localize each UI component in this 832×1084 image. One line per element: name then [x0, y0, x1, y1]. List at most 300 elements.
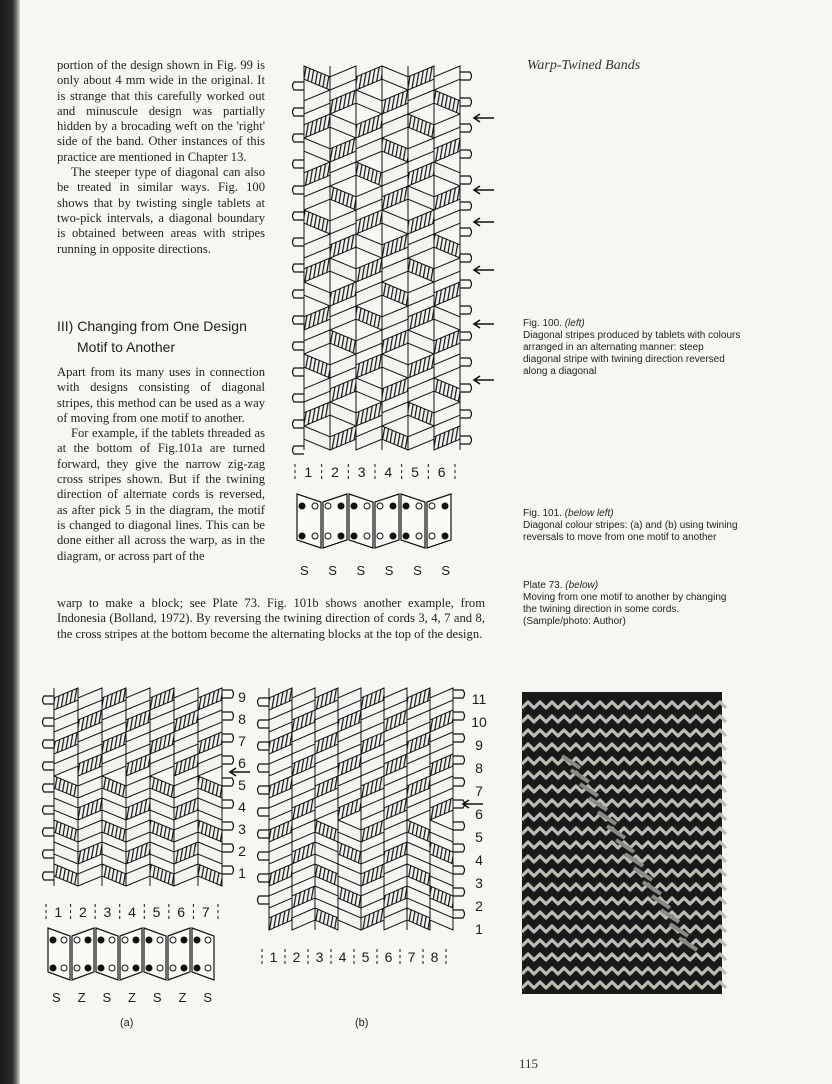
tablet-hole	[146, 965, 152, 971]
cord-segment	[269, 732, 292, 754]
weft-loop	[453, 778, 465, 786]
weft-loop	[460, 228, 472, 236]
cord-segment	[338, 798, 361, 820]
cord-segment	[198, 688, 222, 710]
cord-segment	[292, 798, 315, 820]
cord-segment	[126, 776, 150, 798]
cord-segment	[382, 426, 408, 450]
tablet	[323, 494, 347, 548]
cord-segment	[408, 426, 434, 450]
cord-segment	[174, 820, 198, 842]
cord-segment	[269, 776, 292, 798]
cord-segment	[304, 114, 330, 138]
tablet-hole	[403, 503, 409, 509]
cord-segment	[356, 306, 382, 330]
cord-segment	[407, 732, 430, 754]
cord-segment	[407, 886, 430, 908]
weft-loop	[453, 734, 465, 742]
cord-segment	[407, 798, 430, 820]
cord-segment	[304, 306, 330, 330]
fig101a-diagram	[40, 686, 270, 896]
weft-loop	[453, 690, 465, 698]
pick-number: 4	[475, 852, 483, 868]
tablet-hole	[299, 533, 305, 539]
cord-segment	[315, 886, 338, 908]
arrow-icon	[474, 186, 494, 194]
pick-number: 1	[475, 921, 483, 937]
cord-segment	[174, 732, 198, 754]
cord-segment	[304, 258, 330, 282]
tablet-hole	[133, 965, 139, 971]
twist-label: S	[441, 563, 450, 578]
cord-number: 4	[128, 904, 136, 920]
tablet	[96, 928, 118, 980]
cord-segment	[292, 688, 315, 710]
cord-segment	[269, 820, 292, 842]
section-heading-line-1: III) Changing from One Design	[57, 318, 247, 334]
cord-segment	[408, 306, 434, 330]
cord-segment	[361, 688, 384, 710]
cord-segment	[198, 776, 222, 798]
cord-segment	[292, 820, 315, 842]
tablet-hole	[325, 503, 331, 509]
cord-segment	[356, 258, 382, 282]
cord-segment	[434, 378, 460, 402]
cord-segment	[304, 402, 330, 426]
cord-segment	[150, 776, 174, 798]
cord-segment	[330, 138, 356, 162]
pick-number: 6	[475, 806, 483, 822]
tablet-hole	[194, 937, 200, 943]
pick-number: 9	[475, 737, 483, 753]
caption-fig100-label: Fig. 100.	[523, 318, 562, 329]
twist-label: S	[102, 990, 112, 1005]
tablet-hole	[109, 965, 115, 971]
caption-fig101-text: Diagonal colour stripes: (a) and (b) using twining reversals to move from one motif to another	[523, 520, 738, 543]
tablet-hole	[312, 533, 318, 539]
tablet	[192, 928, 214, 980]
tablet-hole	[61, 965, 67, 971]
tablet-hole	[122, 965, 128, 971]
cord-number: 5	[361, 949, 370, 965]
tablet-hole	[181, 937, 187, 943]
cord-segment	[382, 138, 408, 162]
cord-segment	[361, 842, 384, 864]
cord-segment	[174, 710, 198, 732]
cord-segment	[382, 186, 408, 210]
cord-segment	[408, 258, 434, 282]
cord-segment	[102, 820, 126, 842]
tablet-hole	[205, 965, 211, 971]
cord-segment	[304, 186, 330, 210]
cord-segment	[150, 820, 174, 842]
weft-loop	[258, 852, 270, 860]
pick-number: 10	[471, 714, 487, 730]
cord-segment	[408, 90, 434, 114]
pick-number: 8	[238, 711, 246, 727]
cord-number: 3	[315, 949, 324, 965]
weft-loop	[293, 212, 305, 220]
cord-segment	[361, 732, 384, 754]
text-column-middle	[57, 365, 265, 564]
weft-loop	[460, 384, 472, 392]
cord-segment	[382, 378, 408, 402]
cord-segment	[382, 354, 408, 378]
pick-number: 3	[238, 821, 246, 837]
cord-segment	[198, 842, 222, 864]
cord-segment	[356, 354, 382, 378]
cord-segment	[434, 66, 460, 90]
cord-segment	[304, 426, 330, 450]
weft-loop	[453, 888, 465, 896]
tablet	[72, 928, 94, 980]
tablet	[297, 494, 321, 548]
weft-loop	[460, 202, 472, 210]
cord-segment	[78, 820, 102, 842]
tablet-hole	[146, 937, 152, 943]
weft-loop	[293, 186, 305, 194]
cord-segment	[361, 820, 384, 842]
tablet-hole	[403, 533, 409, 539]
tablet-hole	[98, 937, 104, 943]
cord-segment	[102, 732, 126, 754]
cord-segment	[330, 402, 356, 426]
cord-segment	[408, 234, 434, 258]
cord-segment	[434, 282, 460, 306]
cord-segment	[330, 114, 356, 138]
arrow-icon	[474, 266, 494, 274]
cord-segment	[382, 66, 408, 90]
cord-segment	[330, 90, 356, 114]
cord-segment	[304, 162, 330, 186]
caption-fig101-label: Fig. 101.	[523, 508, 562, 519]
weft-loop	[258, 808, 270, 816]
cord-segment	[315, 732, 338, 754]
paragraph-1: portion of the design shown in Fig. 99 is only about 4 mm wide in the original. It is strange that this carefully worked out and minuscule design was partially hidden by a brocading weft on the 'right' side of the band. Other instances of this practice are mentioned in Chapter 13.	[57, 58, 265, 164]
cord-segment	[407, 864, 430, 886]
twist-label: S	[413, 563, 422, 578]
fig101b-cord-numbers	[262, 945, 462, 967]
weft-loop	[293, 238, 305, 246]
cord-segment	[361, 776, 384, 798]
weft-loop	[460, 254, 472, 262]
cord-segment	[384, 776, 407, 798]
cord-segment	[304, 210, 330, 234]
cord-segment	[54, 864, 78, 886]
weft-loop	[293, 290, 305, 298]
weft-loop	[293, 394, 305, 402]
cord-number: 8	[430, 949, 439, 965]
twist-label: S	[152, 990, 162, 1005]
tablet	[401, 494, 425, 548]
tablet-hole	[205, 937, 211, 943]
weft-loop	[258, 874, 270, 882]
caption-fig101	[523, 508, 741, 544]
cord-segment	[382, 306, 408, 330]
cord-segment	[330, 354, 356, 378]
cord-segment	[198, 710, 222, 732]
tablet-hole	[390, 533, 396, 539]
cord-segment	[407, 688, 430, 710]
tablet-hole	[157, 965, 163, 971]
cord-segment	[174, 754, 198, 776]
cord-segment	[408, 402, 434, 426]
cord-segment	[150, 688, 174, 710]
cord-number: 3	[357, 464, 366, 480]
arrow-icon	[474, 218, 494, 226]
pick-number: 11	[471, 691, 487, 707]
weft-loop	[460, 358, 472, 366]
twist-label: S	[384, 563, 394, 578]
cord-segment	[150, 864, 174, 886]
cord-segment	[434, 306, 460, 330]
cord-number: 4	[384, 464, 393, 480]
weft-loop	[293, 134, 305, 142]
cord-segment	[407, 908, 430, 930]
arrow-icon	[474, 376, 494, 384]
tablet-hole	[416, 503, 422, 509]
cord-segment	[78, 732, 102, 754]
cord-segment	[78, 798, 102, 820]
cord-number: 2	[78, 904, 87, 920]
cord-segment	[430, 798, 453, 820]
cord-segment	[315, 688, 338, 710]
cord-number: 6	[384, 949, 393, 965]
cord-segment	[430, 864, 453, 886]
tablet-hole	[377, 503, 383, 509]
cord-segment	[382, 402, 408, 426]
cord-segment	[304, 66, 330, 90]
cord-segment	[269, 754, 292, 776]
weft-loop	[222, 800, 234, 808]
cord-segment	[356, 90, 382, 114]
cord-segment	[408, 378, 434, 402]
cord-segment	[198, 732, 222, 754]
cord-segment	[384, 798, 407, 820]
cord-segment	[430, 688, 453, 710]
cord-segment	[330, 234, 356, 258]
tablet-hole	[364, 503, 370, 509]
cord-segment	[356, 186, 382, 210]
fig101a-tablets	[46, 926, 246, 986]
cord-segment	[408, 114, 434, 138]
cord-segment	[361, 710, 384, 732]
cord-segment	[382, 114, 408, 138]
cord-segment	[269, 864, 292, 886]
tablet-hole	[442, 533, 448, 539]
weft-loop	[453, 712, 465, 720]
cord-segment	[361, 908, 384, 930]
tablet-hole	[194, 965, 200, 971]
arrow-icon	[474, 114, 494, 122]
weft-loop	[222, 844, 234, 852]
twist-label: Z	[128, 990, 136, 1005]
cord-segment	[330, 210, 356, 234]
cord-segment	[430, 886, 453, 908]
weft-loop	[293, 368, 305, 376]
tablet	[427, 494, 451, 548]
weft-loop	[293, 264, 305, 272]
cord-segment	[330, 162, 356, 186]
cord-segment	[384, 886, 407, 908]
cord-number: 7	[407, 949, 416, 965]
cord-segment	[408, 66, 434, 90]
cord-segment	[382, 210, 408, 234]
cord-segment	[54, 688, 78, 710]
tablet-hole	[98, 965, 104, 971]
tablet-hole	[442, 503, 448, 509]
cord-segment	[408, 330, 434, 354]
cord-segment	[408, 186, 434, 210]
cord-segment	[408, 282, 434, 306]
paragraph-2: The steeper type of diagonal can also be treated in similar ways. Fig. 100 shows that by twisting single tablets at two-pick intervals, a diagonal boundary is obtained between areas with stripes running in opposite directions.	[57, 165, 265, 256]
cord-segment	[430, 908, 453, 930]
tablet	[144, 928, 166, 980]
weft-loop	[460, 150, 472, 158]
weft-loop	[43, 872, 55, 880]
cord-segment	[384, 688, 407, 710]
cord-segment	[150, 732, 174, 754]
paragraph-3: Apart from its many uses in connection with designs consisting of diagonal stripes, this method can be used as a way of moving from one motif to another.	[57, 365, 265, 425]
cord-segment	[430, 732, 453, 754]
cord-segment	[338, 776, 361, 798]
cord-segment	[126, 864, 150, 886]
cord-number: 2	[292, 949, 301, 965]
cord-segment	[269, 798, 292, 820]
cord-segment	[430, 710, 453, 732]
tablet-hole	[390, 503, 396, 509]
cord-segment	[408, 210, 434, 234]
cord-segment	[384, 864, 407, 886]
weft-loop	[222, 690, 234, 698]
caption-plate73-label: Plate 73.	[523, 580, 563, 591]
weft-loop	[460, 306, 472, 314]
cord-segment	[338, 842, 361, 864]
cord-segment	[434, 402, 460, 426]
fig100-twist-labels	[300, 563, 450, 578]
cord-segment	[384, 820, 407, 842]
paragraph-5: warp to make a block; see Plate 73. Fig. 101b shows another example, from Indonesia (Bolland, 1972). By reversing the twining direction of cords 3, 4, 7 and 8, the cross stripes at the bottom become the alternating blocks at the top of the design.	[57, 596, 485, 641]
weft-loop	[460, 410, 472, 418]
weft-loop	[293, 316, 305, 324]
fig100-cord-numbers	[295, 460, 465, 484]
tablet-hole	[312, 503, 318, 509]
cord-segment	[315, 842, 338, 864]
tablet-hole	[122, 937, 128, 943]
weft-loop	[222, 822, 234, 830]
cord-segment	[338, 732, 361, 754]
cord-segment	[102, 776, 126, 798]
weft-loop	[293, 342, 305, 350]
cord-segment	[78, 842, 102, 864]
tablet-hole	[416, 533, 422, 539]
weft-loop	[460, 332, 472, 340]
weft-loop	[222, 734, 234, 742]
tablet-hole	[74, 937, 80, 943]
cord-segment	[315, 820, 338, 842]
tablet-hole	[157, 937, 163, 943]
twist-label: S	[203, 990, 212, 1005]
cord-segment	[304, 138, 330, 162]
tablet-hole	[338, 533, 344, 539]
cord-segment	[434, 258, 460, 282]
cord-segment	[126, 688, 150, 710]
weft-loop	[258, 830, 270, 838]
cord-segment	[78, 864, 102, 886]
tablet-hole	[50, 937, 56, 943]
weft-loop	[43, 762, 55, 770]
cord-segment	[408, 354, 434, 378]
cord-segment	[292, 732, 315, 754]
cord-segment	[174, 864, 198, 886]
cord-segment	[292, 842, 315, 864]
cord-number: 2	[331, 464, 339, 480]
weft-loop	[293, 82, 305, 90]
weft-loop	[258, 698, 270, 706]
text-column-top	[57, 58, 265, 257]
cord-segment	[292, 710, 315, 732]
cord-segment	[356, 426, 382, 450]
cord-segment	[434, 186, 460, 210]
cord-segment	[434, 90, 460, 114]
cord-segment	[78, 754, 102, 776]
cord-segment	[407, 842, 430, 864]
cord-segment	[198, 798, 222, 820]
weft-loop	[43, 740, 55, 748]
twist-label: S	[328, 563, 337, 578]
weft-loop	[258, 742, 270, 750]
cord-segment	[126, 820, 150, 842]
cord-segment	[315, 710, 338, 732]
cord-segment	[269, 842, 292, 864]
cord-number: 5	[411, 464, 419, 480]
weft-loop	[460, 280, 472, 288]
fig101b-diagram	[255, 686, 495, 936]
cord-segment	[150, 710, 174, 732]
cord-number: 7	[201, 904, 210, 920]
cord-segment	[304, 378, 330, 402]
tablet-hole	[351, 533, 357, 539]
page-number: 115	[519, 1056, 539, 1071]
tablet	[349, 494, 373, 548]
pick-number: 9	[238, 689, 246, 705]
cord-segment	[434, 234, 460, 258]
cord-segment	[430, 842, 453, 864]
cord-segment	[356, 66, 382, 90]
fig101b-label: (b)	[355, 1017, 369, 1029]
caption-plate73-pos: (below)	[565, 580, 599, 591]
cord-segment	[434, 162, 460, 186]
tablet-hole	[299, 503, 305, 509]
cord-segment	[338, 754, 361, 776]
cord-segment	[54, 732, 78, 754]
tablet-hole	[364, 533, 370, 539]
cord-segment	[330, 378, 356, 402]
weft-loop	[460, 176, 472, 184]
twist-label: S	[356, 563, 366, 578]
cord-segment	[434, 426, 460, 450]
cord-segment	[356, 162, 382, 186]
cord-segment	[269, 688, 292, 710]
tablet-hole	[109, 937, 115, 943]
caption-fig100-text: Diagonal stripes produced by tablets with colours arranged in an alternating manner: steep diagonal stripe with twining direction reversed along a diagonal	[523, 330, 741, 377]
cord-segment	[54, 710, 78, 732]
weft-loop	[258, 896, 270, 904]
pick-number: 5	[238, 777, 246, 793]
running-head: Warp-Twined Bands	[527, 58, 641, 73]
cord-number: 1	[269, 949, 278, 965]
book-binding-shadow	[0, 0, 20, 1084]
